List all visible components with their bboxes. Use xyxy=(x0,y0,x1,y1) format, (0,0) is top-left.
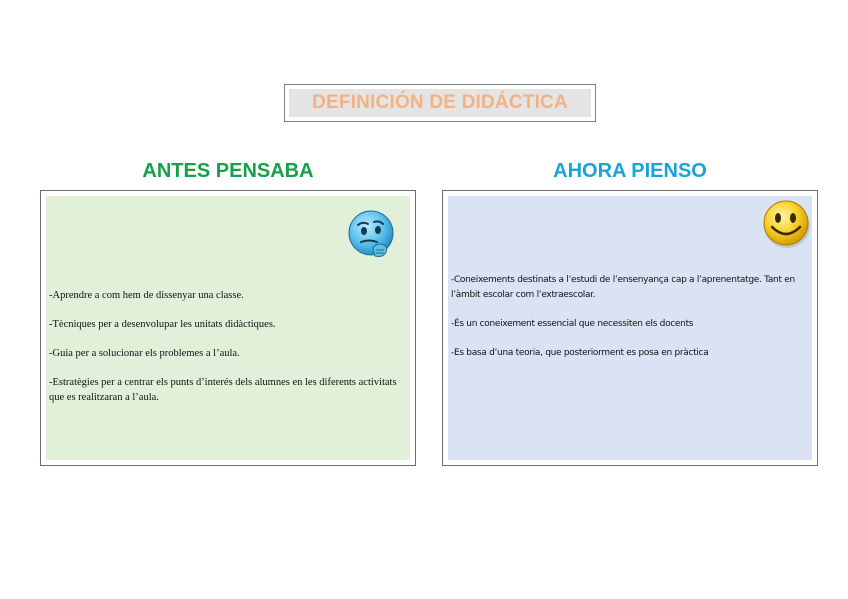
left-panel-body xyxy=(46,196,410,460)
right-item: -Coneixements destinats a l’estudi de l’ensenyança cap a l’aprenentatge. Tant en l’àmbit escolar com l’extraescolar. xyxy=(451,275,795,300)
left-item: -Estratègies per a centrar els punts d’interés dels alumnes en les diferents activitats que es realitzaran a l’aula. xyxy=(49,377,397,403)
smiley-face-icon xyxy=(762,198,812,250)
left-item: -Guia per a solucionar els problemes a l’aula. xyxy=(49,348,240,359)
left-item: -Aprendre a com hem de dissenyar una classe. xyxy=(49,290,244,301)
thinking-face-icon xyxy=(346,208,400,262)
right-panel xyxy=(442,190,818,466)
right-heading: AHORA PIENSO xyxy=(553,160,707,182)
right-text xyxy=(451,273,808,375)
right-item: -Es basa d’una teoria, que posteriorment es posa en pràctica xyxy=(451,348,709,358)
page-title: DEFINICIÓN DE DIDÁCTICA xyxy=(289,89,591,117)
right-item: -És un coneixement essencial que necessiten els docents xyxy=(451,319,694,329)
left-text xyxy=(49,288,404,419)
left-heading: ANTES PENSABA xyxy=(142,160,314,182)
left-item: -Tècniques per a desenvolupar les unitats didàctiques. xyxy=(49,319,276,330)
left-panel xyxy=(40,190,416,466)
title-box xyxy=(284,84,596,122)
right-panel-body xyxy=(448,196,812,460)
